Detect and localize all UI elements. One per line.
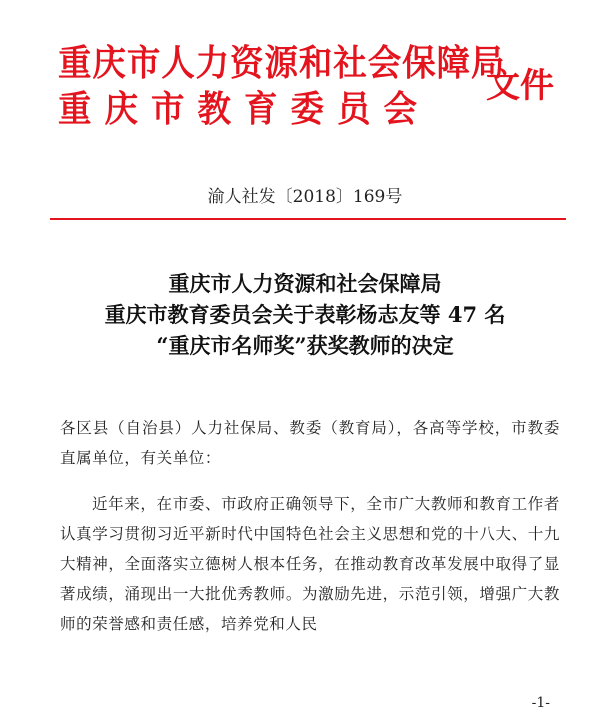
title-line-3: “重庆市名师奖”获奖教师的决定	[156, 333, 454, 358]
body-paragraph: 近年来，在市委、市政府正确领导下，全市广大教师和教育工作者认真学习贯彻习近平新时代中国特色社会主义思想和党的十八大、十九大精神，全面落实立德树人根本任务，在推动教育改革发展中取得了显著成绩，涌现出一大批优秀教师。为激励先进，示范引领，增强广大教师的荣誉感和责任感，培养党和人民	[60, 495, 560, 633]
document-title	[0, 268, 610, 361]
title-line-2: 重庆市教育委员会关于表彰杨志友等 47 名	[104, 302, 506, 327]
document-number: 渝人社发〔2018〕169号	[207, 187, 403, 207]
issuer-name-hrss: 重庆市人力资源和社会保障局	[58, 43, 506, 84]
salutation-paragraph: 各区县（自治县）人力社保局、教委（教育局），各高等学校，市教委直属单位，有关单位：	[60, 419, 560, 467]
title-line-1: 重庆市人力资源和社会保障局	[168, 271, 442, 296]
document-type-label: 文件	[486, 66, 554, 106]
issuer-name-education: 重庆市教育委员会	[58, 89, 431, 130]
red-divider-line	[50, 218, 566, 220]
page-number: -1-	[531, 695, 550, 711]
